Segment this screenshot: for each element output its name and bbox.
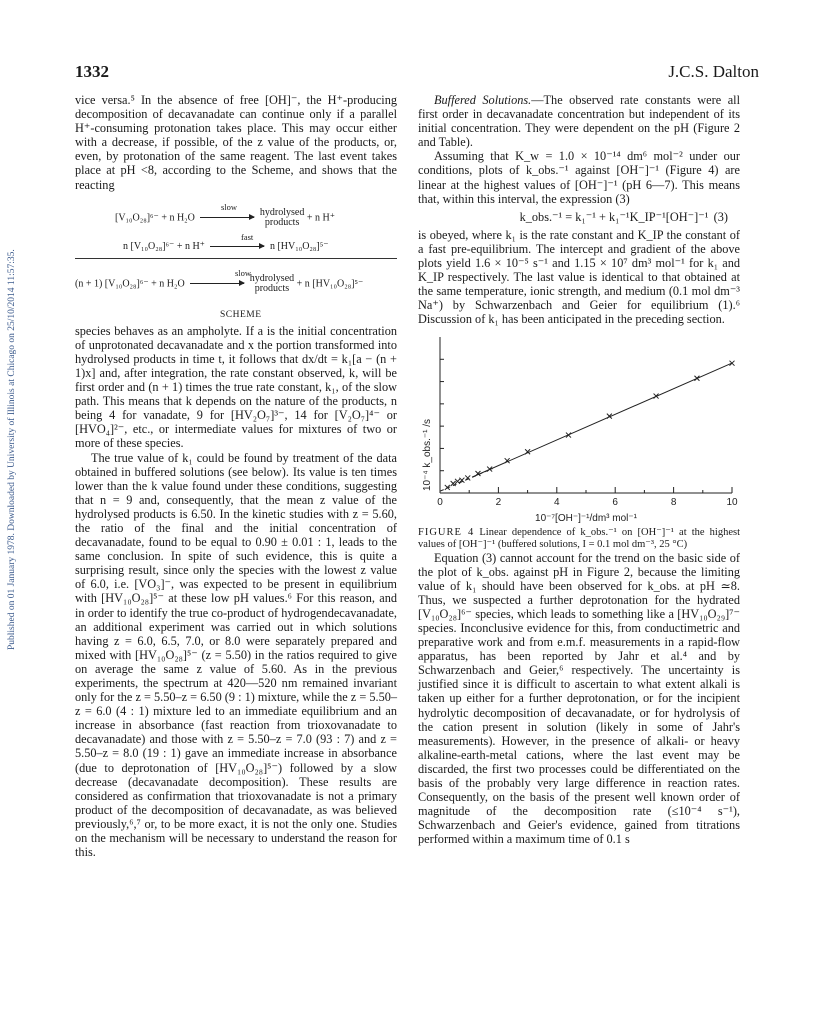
scheme-r2-arrow-label: fast <box>241 231 254 242</box>
right-column <box>418 93 740 846</box>
download-notice-text: Published on 01 January 1978. Downloaded by University of Illinois at Chicago on 25/10/2014 11:57:35. <box>7 249 17 650</box>
figure-4-caption-text: Linear dependence of k_obs.⁻¹ on [OH⁻]⁻¹ at the highest values of [OH⁻]⁻¹ (buffered solutions, I = 0.1 mol dm⁻³, 25 °C) <box>418 526 740 550</box>
scheme-r3-left: (n + 1) [V₁₀O₂₈]⁶⁻ + n H₂O <box>75 277 185 289</box>
scheme-r1-right-bottom: products <box>264 216 300 228</box>
figure-4-chart <box>418 329 740 527</box>
scheme-row-3 <box>75 274 363 294</box>
left-paragraph-3: The true value of k₁ could be found by treatment of the data obtained in buffered solutions (see below). Its value is ten times lower than the k value found under these conditions, suggesting that n = 9 and, consequently, that the mean z value of the hydrolysed products is 6.50. In the kinetic studies with z = 5.60, the ratio of the final and the initial concentration of decavanadate, found to be equal to 0.90 ± 0.01 : 1, leads to the same conclusion. In spite of such evidence, this is quite a surprising result, since only the species with the lowest z value of 6.0, i.e. [VO₃]⁻, was expected to be present in equilibrium with [HV₁₀O₂₈]⁵⁻ at these low pH values.⁶ For this reason, and in order to identify the true co-product of hydrogendecavanadate, an additional experiment was carried out in which solutions having z = 6.0, 6.5, 7.0, or 8.0 were separately prepared and mixed with [HV₁₀O₂₈]⁵⁻ (z = 5.50) in the ratios required to give on average the same z value of 5.60. As in the previous experiments, the spectrum at 420—520 nm remained invariant only for the z = 5.50–z = 6.50 (9 : 1) mixture, while the z = 5.50–z = 6.0 (4 : 1) mixture led to an immediate equilibrium and an increase in absorbance (fast reaction from trioxovanadate to decavanadate) and those with z = 5.50–z = 7.0 (93 : 7) and z = 5.50–z = 8.0 (19 : 1) gave an immediate increase in absorbance (due to deprotonation of [HV₁₀O₂₈]⁵⁻) followed by a slow decrease (decavanadate decomposition). These results are considered as confirmation that trioxovanadate is not a primary product of the decomposition of decavanadate, as was believed previously,⁶,⁷ or, to be more exact, it is not the only one. Studies on the mechanism will be necessary to understand the reason for this. <box>75 450 398 860</box>
fit-line <box>472 363 732 477</box>
scheme-arrow-icon <box>190 283 244 284</box>
scheme-r3-right-top: hydrolysed <box>249 272 295 284</box>
right-paragraph-2: Assuming that K_w = 1.0 × 10⁻¹⁴ dm⁶ mol⁻² under our conditions, plots of k_obs.⁻¹ against [OH⁻]⁻¹ (Figure 4) are linear at the highest values of [OH⁻]⁻¹ (pH 6—7). This means that, within this interval, the expression (3) <box>418 149 740 206</box>
section-heading: Buffered Solutions. <box>434 93 532 107</box>
scheme-r3-tail: + n [HV₁₀O₂₈]⁵⁻ <box>296 277 364 289</box>
equation-number: (3) <box>713 209 728 224</box>
download-notice <box>5 180 19 650</box>
scheme-arrow-icon <box>210 246 264 247</box>
figure-4-caption <box>418 527 740 551</box>
journal-name: J.C.S. Dalton <box>668 62 759 81</box>
figure-4 <box>418 329 740 527</box>
scheme-arrow-icon <box>200 217 254 218</box>
scheme-r1-right-top: hydrolysed <box>259 206 305 218</box>
left-paragraph-2: species behaves as an ampholyte. If a is the initial concentration of unprotonated decavanadate and x the portion transformed into hydrolysed products in time t, it follows that dx/dt = k₁[a − (n + 1)x] and, after integration, the rate constant observed, k, will be first order and (n + 1) times the true rate constant, k₁, of the slow path. This means that k depends on the nature of the products, n being 4 for vanadate, 9 for [HV₂O₇]³⁻, 14 for [V₂O₇]⁴⁻ or [HVO₄]²⁻, etc., or intermediate values for mixtures of two or more of these species. <box>75 323 397 451</box>
scheme-r3-arrow-label: slow <box>235 267 252 278</box>
scheme-r2-right: n [HV₁₀O₂₈]⁵⁻ <box>269 240 329 252</box>
x-tick-label: 0 <box>437 496 443 508</box>
x-tick-label: 10 <box>726 496 738 508</box>
scheme-caption: SCHEME <box>220 309 262 320</box>
scheme-row-2 <box>123 240 329 254</box>
scheme-r2-left: n [V₁₀O₂₈]⁶⁻ + n H⁺ <box>123 240 205 252</box>
y-axis-label: 10⁻⁴ k_obs.⁻¹ /s <box>422 418 433 491</box>
reaction-scheme <box>75 194 397 320</box>
equation-text: k_obs.⁻¹ = k₁⁻¹ + k₁⁻¹K_IP⁻¹[OH⁻]⁻¹ <box>519 209 709 224</box>
scheme-r1-left: [V₁₀O₂₈]⁶⁻ + n H₂O <box>115 211 195 223</box>
equation-3 <box>488 210 740 224</box>
figure-4-label: FIGURE 4 <box>418 526 475 538</box>
scheme-r1-arrow-label: slow <box>221 201 238 212</box>
x-tick-label: 4 <box>554 496 560 508</box>
x-tick-label: 2 <box>495 496 502 508</box>
right-paragraph-4: Equation (3) cannot account for the trend on the basic side of the plot of k_obs. against pH in Figure 2, because the limiting value of k₁ should have been observed for k_obs. at pH ≃8. Thus, we suspected a further deprotonation for the hydrated [V₁₀O₂₈]⁶⁻ species, which leads to something like a [HV₁₀O₂₉]⁷⁻ species. Inconclusive evidence for this, from conductimetric and preparative work and from e.m.f. measurements in a rapid-flow apparatus, has been reported by Jahr et al.⁴ and by Schwarzenbach and Geier,⁶ respectively. The uncertainty is justified since it is difficult to ascertain to what extent alkali is taken up either for a further deprotonation, or for the incipient hydrolytic decomposition of decavanadate, or for hydrolysis of the cation present in solution (likely in some of Jahr's measurements). However, in the presence of alkali- or heavy alkaline-earth-metal cations, where the last event may be discarded, the first two processes could be differentiated on the basis of the probably very large difference in reaction rates. Consequently, on the basis of the present well known order of magnitude of the decomposition rate (≤10⁻⁴ s⁻¹), Schwarzenbach and Geier's evidence, gained from titrations performed within a maximum time of 0.1 s <box>418 550 740 847</box>
data-point <box>730 360 735 365</box>
page-number: 1332 <box>75 62 109 81</box>
left-paragraph-1: vice versa.⁵ In the absence of free [OH]⁻, the H⁺-producing decomposition of decavanadate can continue only if a parallel H⁺-consuming protonation takes place. This may occur either with a decrease, if possible, of the z value of the products, or, even, by protonation of the same reagent. The last event takes place at pH <8, according to the Scheme, and shows that the reacting <box>75 93 397 192</box>
scheme-r3-right-bottom: products <box>254 282 290 294</box>
scheme-r1-tail: + n H⁺ <box>306 211 335 223</box>
right-paragraph-3: is obeyed, where k₁ is the rate constant and K_IP the constant of a fast pre-equilibrium. The intercept and gradient of the above plots yield 1.6 × 10⁻⁵ s⁻¹ and 1.15 × 10⁷ dm³ mol⁻¹ for k₁ and K_IP respectively. The last value is identical to that obtained at the same temperature, ionic strength, and medium (0.1 mol dm⁻³ Na⁺) by Schwarzenbach and Geier for equilibrium (1).⁶ Discussion of k₁ has been anticipated in the preceding section. <box>418 227 740 327</box>
right-paragraph-1-body: —The observed rate constants were all first order in decavanadate concentration but independent of its initial concentration. They were dependent on the pH (Figure 2 and Table). <box>418 93 740 150</box>
left-column <box>75 93 397 859</box>
x-axis-label: 10⁻⁷[OH⁻]⁻¹/dm³ mol⁻¹ <box>535 512 637 524</box>
x-tick-label: 8 <box>670 496 677 508</box>
scheme-divider <box>75 258 397 259</box>
x-tick-label: 6 <box>612 496 618 508</box>
page-header <box>75 62 759 84</box>
right-paragraph-1 <box>418 93 740 149</box>
